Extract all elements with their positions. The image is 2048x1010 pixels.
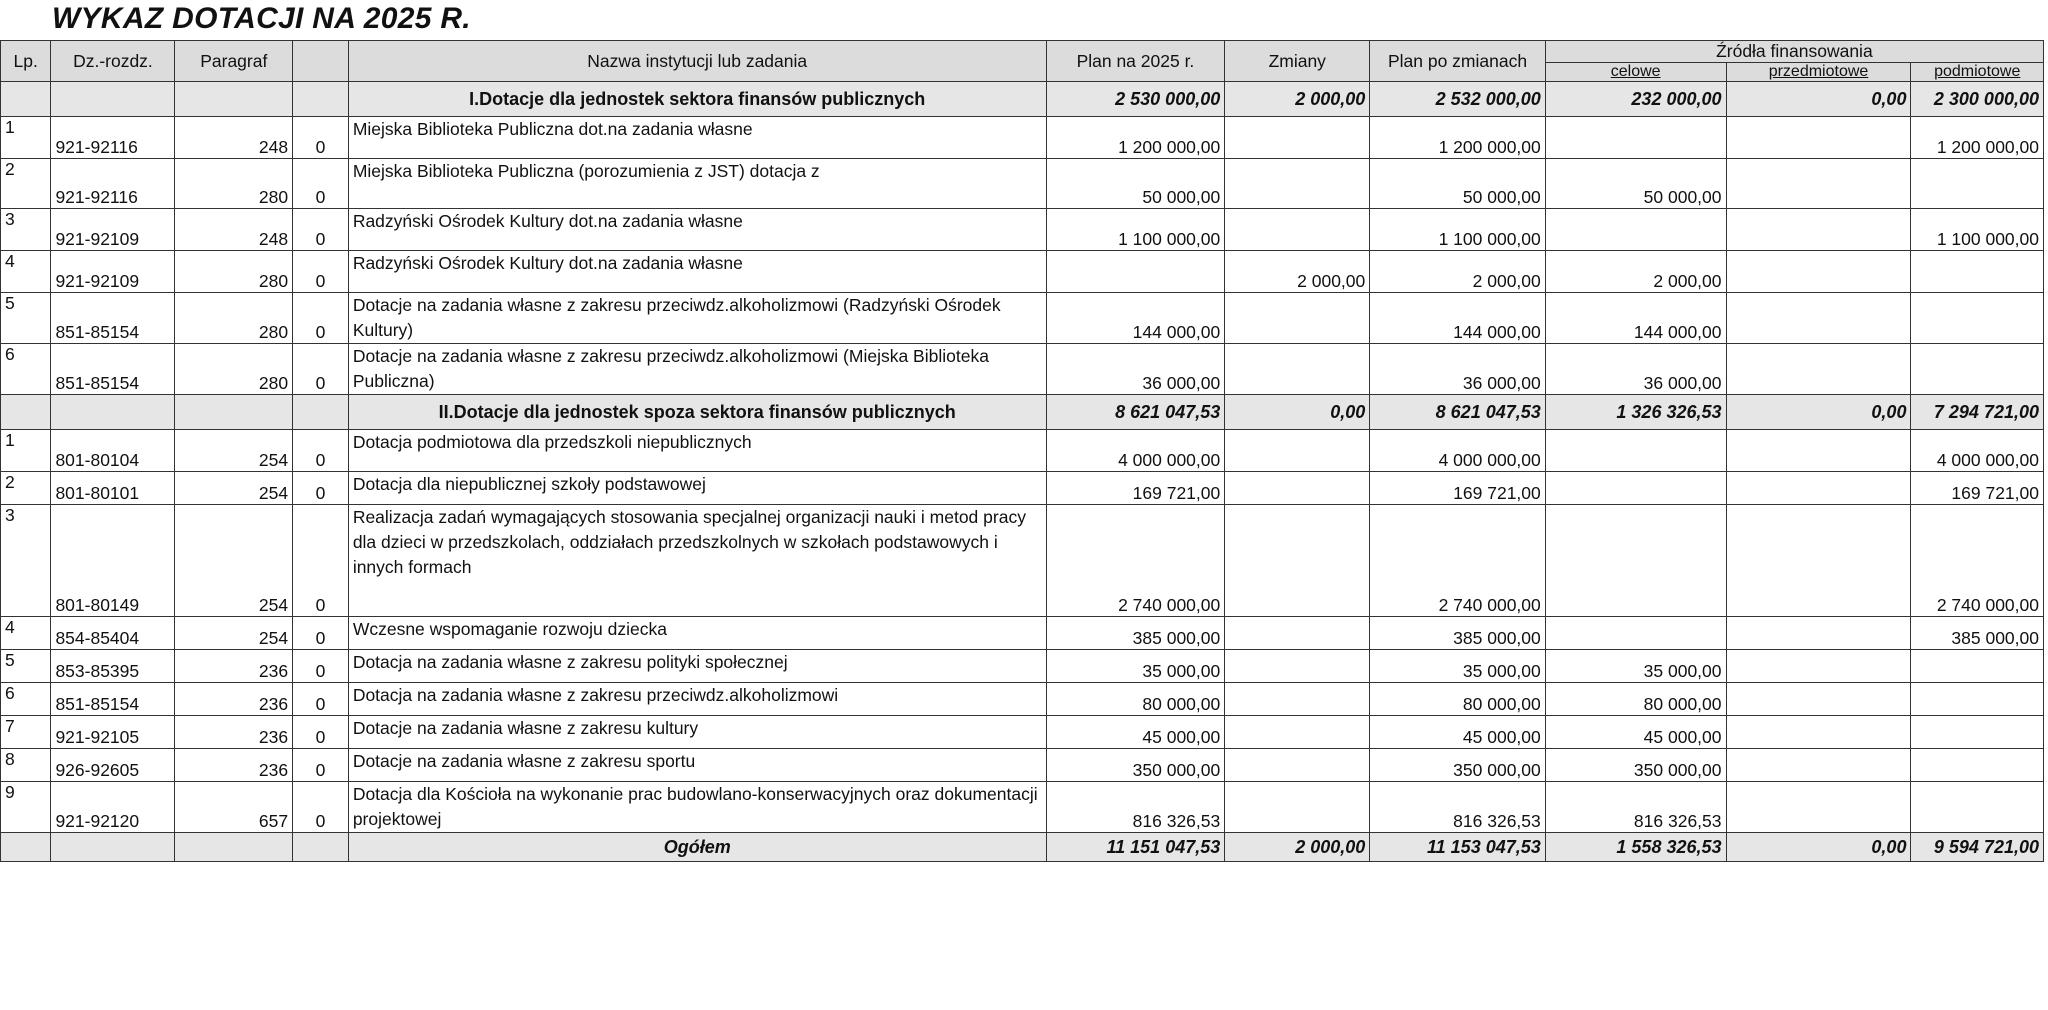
row-indicator: 0 bbox=[293, 749, 349, 782]
section1-title: I.Dotacje dla jednostek sektora finansów publicznych bbox=[348, 82, 1046, 117]
row-indicator: 0 bbox=[293, 782, 349, 833]
row-przedmiotowe bbox=[1726, 159, 1911, 209]
row-podmiotowe bbox=[1911, 749, 2044, 782]
row-przedmiotowe bbox=[1726, 430, 1911, 472]
row-podmiotowe: 4 000 000,00 bbox=[1911, 430, 2044, 472]
table-row bbox=[1, 782, 2044, 833]
row-zmiany bbox=[1225, 117, 1370, 159]
row-celowe: 45 000,00 bbox=[1545, 716, 1726, 749]
row-plan: 45 000,00 bbox=[1046, 716, 1225, 749]
row-po: 50 000,00 bbox=[1370, 159, 1546, 209]
total-blank-cell bbox=[175, 833, 293, 862]
row-podmiotowe bbox=[1911, 782, 2044, 833]
row-lp: 1 bbox=[1, 430, 51, 472]
total-title: Ogółem bbox=[348, 833, 1046, 862]
row-lp: 5 bbox=[1, 650, 51, 683]
section2-blank-cell bbox=[175, 395, 293, 430]
total-po: 11 153 047,53 bbox=[1370, 833, 1546, 862]
row-plan: 350 000,00 bbox=[1046, 749, 1225, 782]
row-zmiany bbox=[1225, 209, 1370, 251]
table-row bbox=[1, 716, 2044, 749]
total-row bbox=[1, 833, 2044, 862]
header-przedmiotowe: przedmiotowe bbox=[1726, 63, 1911, 82]
header-dz: Dz.-rozdz. bbox=[51, 41, 175, 82]
section1-przedmiotowe: 0,00 bbox=[1726, 82, 1911, 117]
row-przedmiotowe bbox=[1726, 251, 1911, 293]
row-po: 35 000,00 bbox=[1370, 650, 1546, 683]
row-dz-rozdz: 921-92120 bbox=[51, 782, 175, 833]
row-paragraf: 254 bbox=[175, 617, 293, 650]
row-indicator: 0 bbox=[293, 617, 349, 650]
row-celowe bbox=[1545, 117, 1726, 159]
row-po: 350 000,00 bbox=[1370, 749, 1546, 782]
row-po: 80 000,00 bbox=[1370, 683, 1546, 716]
row-podmiotowe bbox=[1911, 716, 2044, 749]
row-plan: 2 740 000,00 bbox=[1046, 505, 1225, 617]
row-zmiany bbox=[1225, 159, 1370, 209]
row-indicator: 0 bbox=[293, 650, 349, 683]
row-celowe: 2 000,00 bbox=[1545, 251, 1726, 293]
row-indicator: 0 bbox=[293, 683, 349, 716]
section1-po: 2 532 000,00 bbox=[1370, 82, 1546, 117]
section2-podmiotowe: 7 294 721,00 bbox=[1911, 395, 2044, 430]
row-lp: 2 bbox=[1, 472, 51, 505]
row-dz-rozdz: 926-92605 bbox=[51, 749, 175, 782]
row-plan: 144 000,00 bbox=[1046, 293, 1225, 344]
row-plan: 50 000,00 bbox=[1046, 159, 1225, 209]
row-lp: 6 bbox=[1, 683, 51, 716]
row-name: Dotacje na zadania własne z zakresu przeciwdz.alkoholizmowi (Miejska Biblioteka Publiczna) bbox=[348, 344, 1046, 395]
row-indicator: 0 bbox=[293, 117, 349, 159]
row-celowe bbox=[1545, 472, 1726, 505]
section2-zmiany: 0,00 bbox=[1225, 395, 1370, 430]
row-przedmiotowe bbox=[1726, 617, 1911, 650]
row-name: Dotacja na zadania własne z zakresu przeciwdz.alkoholizmowi bbox=[348, 683, 1046, 716]
section2-po: 8 621 047,53 bbox=[1370, 395, 1546, 430]
row-dz-rozdz: 921-92105 bbox=[51, 716, 175, 749]
row-po: 36 000,00 bbox=[1370, 344, 1546, 395]
row-plan: 385 000,00 bbox=[1046, 617, 1225, 650]
page-title: WYKAZ DOTACJI NA 2025 R. bbox=[52, 2, 471, 35]
table-row bbox=[1, 159, 2044, 209]
row-plan: 816 326,53 bbox=[1046, 782, 1225, 833]
row-celowe: 816 326,53 bbox=[1545, 782, 1726, 833]
row-celowe bbox=[1545, 617, 1726, 650]
row-podmiotowe bbox=[1911, 251, 2044, 293]
row-przedmiotowe bbox=[1726, 683, 1911, 716]
section2-row bbox=[1, 395, 2044, 430]
header-plan: Plan na 2025 r. bbox=[1046, 41, 1225, 82]
row-przedmiotowe bbox=[1726, 650, 1911, 683]
row-zmiany bbox=[1225, 617, 1370, 650]
row-paragraf: 236 bbox=[175, 749, 293, 782]
row-paragraf: 280 bbox=[175, 293, 293, 344]
row-paragraf: 657 bbox=[175, 782, 293, 833]
row-paragraf: 280 bbox=[175, 344, 293, 395]
header-row bbox=[1, 41, 2044, 63]
section1-celowe: 232 000,00 bbox=[1545, 82, 1726, 117]
row-dz-rozdz: 851-85154 bbox=[51, 683, 175, 716]
row-dz-rozdz: 801-80149 bbox=[51, 505, 175, 617]
row-plan: 4 000 000,00 bbox=[1046, 430, 1225, 472]
row-name: Dotacje na zadania własne z zakresu sportu bbox=[348, 749, 1046, 782]
row-plan: 80 000,00 bbox=[1046, 683, 1225, 716]
row-przedmiotowe bbox=[1726, 749, 1911, 782]
row-plan: 36 000,00 bbox=[1046, 344, 1225, 395]
row-name: Dotacja dla Kościoła na wykonanie prac budowlano-konserwacyjnych oraz dokumentacji projektowej bbox=[348, 782, 1046, 833]
total-plan: 11 151 047,53 bbox=[1046, 833, 1225, 862]
table-row bbox=[1, 117, 2044, 159]
row-dz-rozdz: 921-92116 bbox=[51, 117, 175, 159]
row-zmiany bbox=[1225, 293, 1370, 344]
row-celowe: 50 000,00 bbox=[1545, 159, 1726, 209]
table-row bbox=[1, 209, 2044, 251]
row-podmiotowe bbox=[1911, 650, 2044, 683]
row-lp: 5 bbox=[1, 293, 51, 344]
row-dz-rozdz: 854-85404 bbox=[51, 617, 175, 650]
row-name: Wczesne wspomaganie rozwoju dziecka bbox=[348, 617, 1046, 650]
row-podmiotowe bbox=[1911, 683, 2044, 716]
row-paragraf: 254 bbox=[175, 505, 293, 617]
row-po: 2 740 000,00 bbox=[1370, 505, 1546, 617]
section2-plan: 8 621 047,53 bbox=[1046, 395, 1225, 430]
row-po: 816 326,53 bbox=[1370, 782, 1546, 833]
row-zmiany bbox=[1225, 782, 1370, 833]
row-lp: 8 bbox=[1, 749, 51, 782]
section1-plan: 2 530 000,00 bbox=[1046, 82, 1225, 117]
row-zmiany bbox=[1225, 505, 1370, 617]
row-zmiany bbox=[1225, 749, 1370, 782]
section1-zmiany: 2 000,00 bbox=[1225, 82, 1370, 117]
row-celowe bbox=[1545, 209, 1726, 251]
row-celowe: 80 000,00 bbox=[1545, 683, 1726, 716]
row-indicator: 0 bbox=[293, 472, 349, 505]
row-lp: 6 bbox=[1, 344, 51, 395]
row-zmiany bbox=[1225, 344, 1370, 395]
row-lp: 7 bbox=[1, 716, 51, 749]
row-plan: 169 721,00 bbox=[1046, 472, 1225, 505]
row-paragraf: 248 bbox=[175, 209, 293, 251]
row-zmiany bbox=[1225, 650, 1370, 683]
row-indicator: 0 bbox=[293, 505, 349, 617]
row-przedmiotowe bbox=[1726, 716, 1911, 749]
row-celowe: 144 000,00 bbox=[1545, 293, 1726, 344]
header-po: Plan po zmianach bbox=[1370, 41, 1546, 82]
row-paragraf: 280 bbox=[175, 251, 293, 293]
table-row bbox=[1, 430, 2044, 472]
row-name: Radzyński Ośrodek Kultury dot.na zadania własne bbox=[348, 251, 1046, 293]
row-name: Miejska Biblioteka Publiczna dot.na zadania własne bbox=[348, 117, 1046, 159]
row-name: Dotacje na zadania własne z zakresu kultury bbox=[348, 716, 1046, 749]
table-body bbox=[1, 41, 2044, 862]
table-row bbox=[1, 749, 2044, 782]
header-nazwa: Nazwa instytucji lub zadania bbox=[348, 41, 1046, 82]
total-blank-cell bbox=[1, 833, 51, 862]
section1-row bbox=[1, 82, 2044, 117]
table-row bbox=[1, 344, 2044, 395]
table-row bbox=[1, 683, 2044, 716]
row-plan: 35 000,00 bbox=[1046, 650, 1225, 683]
row-indicator: 0 bbox=[293, 293, 349, 344]
row-po: 1 200 000,00 bbox=[1370, 117, 1546, 159]
header-zmiany: Zmiany bbox=[1225, 41, 1370, 82]
row-indicator: 0 bbox=[293, 209, 349, 251]
header-paragraf: Paragraf bbox=[175, 41, 293, 82]
row-paragraf: 280 bbox=[175, 159, 293, 209]
row-dz-rozdz: 851-85154 bbox=[51, 344, 175, 395]
total-blank-cell bbox=[293, 833, 349, 862]
row-paragraf: 254 bbox=[175, 472, 293, 505]
section1-podmiotowe: 2 300 000,00 bbox=[1911, 82, 2044, 117]
row-paragraf: 254 bbox=[175, 430, 293, 472]
row-indicator: 0 bbox=[293, 159, 349, 209]
row-podmiotowe: 2 740 000,00 bbox=[1911, 505, 2044, 617]
row-name: Dotacja na zadania własne z zakresu polityki społecznej bbox=[348, 650, 1046, 683]
row-lp: 2 bbox=[1, 159, 51, 209]
row-zmiany bbox=[1225, 716, 1370, 749]
table-row bbox=[1, 505, 2044, 617]
row-przedmiotowe bbox=[1726, 472, 1911, 505]
section2-blank-cell bbox=[51, 395, 175, 430]
row-po: 45 000,00 bbox=[1370, 716, 1546, 749]
row-podmiotowe bbox=[1911, 344, 2044, 395]
header-blank bbox=[293, 41, 349, 82]
table-row bbox=[1, 617, 2044, 650]
row-po: 144 000,00 bbox=[1370, 293, 1546, 344]
row-dz-rozdz: 921-92109 bbox=[51, 251, 175, 293]
row-po: 2 000,00 bbox=[1370, 251, 1546, 293]
row-lp: 9 bbox=[1, 782, 51, 833]
row-paragraf: 248 bbox=[175, 117, 293, 159]
table-row bbox=[1, 293, 2044, 344]
total-blank-cell bbox=[51, 833, 175, 862]
row-podmiotowe: 1 200 000,00 bbox=[1911, 117, 2044, 159]
row-name: Realizacja zadań wymagających stosowania specjalnej organizacji nauki i metod pracy dla dzieci w przedszkolach, oddziałach przedszkolnych w szkołach podstawowych i innych formach bbox=[348, 505, 1046, 617]
row-plan: 1 200 000,00 bbox=[1046, 117, 1225, 159]
row-celowe: 36 000,00 bbox=[1545, 344, 1726, 395]
section1-blank-cell bbox=[175, 82, 293, 117]
header-lp: Lp. bbox=[1, 41, 51, 82]
section2-przedmiotowe: 0,00 bbox=[1726, 395, 1911, 430]
row-lp: 1 bbox=[1, 117, 51, 159]
header-podmiotowe: podmiotowe bbox=[1911, 63, 2044, 82]
row-name: Radzyński Ośrodek Kultury dot.na zadania własne bbox=[348, 209, 1046, 251]
section2-blank-cell bbox=[1, 395, 51, 430]
row-dz-rozdz: 801-80104 bbox=[51, 430, 175, 472]
row-dz-rozdz: 921-92109 bbox=[51, 209, 175, 251]
row-name: Dotacje na zadania własne z zakresu przeciwdz.alkoholizmowi (Radzyński Ośrodek Kultury) bbox=[348, 293, 1046, 344]
row-zmiany bbox=[1225, 430, 1370, 472]
row-plan bbox=[1046, 251, 1225, 293]
header-zrodla: Źródła finansowania bbox=[1545, 41, 2043, 63]
section2-title: II.Dotacje dla jednostek spoza sektora finansów publicznych bbox=[348, 395, 1046, 430]
row-indicator: 0 bbox=[293, 344, 349, 395]
row-podmiotowe: 385 000,00 bbox=[1911, 617, 2044, 650]
row-podmiotowe bbox=[1911, 293, 2044, 344]
section1-blank-cell bbox=[1, 82, 51, 117]
section2-celowe: 1 326 326,53 bbox=[1545, 395, 1726, 430]
row-zmiany: 2 000,00 bbox=[1225, 251, 1370, 293]
row-lp: 3 bbox=[1, 505, 51, 617]
row-podmiotowe: 1 100 000,00 bbox=[1911, 209, 2044, 251]
row-lp: 4 bbox=[1, 251, 51, 293]
row-lp: 3 bbox=[1, 209, 51, 251]
row-dz-rozdz: 851-85154 bbox=[51, 293, 175, 344]
row-po: 4 000 000,00 bbox=[1370, 430, 1546, 472]
total-przedmiotowe: 0,00 bbox=[1726, 833, 1911, 862]
row-po: 1 100 000,00 bbox=[1370, 209, 1546, 251]
row-po: 385 000,00 bbox=[1370, 617, 1546, 650]
row-zmiany bbox=[1225, 683, 1370, 716]
row-lp: 4 bbox=[1, 617, 51, 650]
row-podmiotowe bbox=[1911, 159, 2044, 209]
total-zmiany: 2 000,00 bbox=[1225, 833, 1370, 862]
row-paragraf: 236 bbox=[175, 650, 293, 683]
table-row bbox=[1, 472, 2044, 505]
row-celowe: 35 000,00 bbox=[1545, 650, 1726, 683]
header-celowe: celowe bbox=[1545, 63, 1726, 82]
row-przedmiotowe bbox=[1726, 117, 1911, 159]
row-przedmiotowe bbox=[1726, 293, 1911, 344]
total-podmiotowe: 9 594 721,00 bbox=[1911, 833, 2044, 862]
row-dz-rozdz: 921-92116 bbox=[51, 159, 175, 209]
row-dz-rozdz: 853-85395 bbox=[51, 650, 175, 683]
row-dz-rozdz: 801-80101 bbox=[51, 472, 175, 505]
grants-table bbox=[0, 40, 2044, 862]
table-row bbox=[1, 650, 2044, 683]
row-zmiany bbox=[1225, 472, 1370, 505]
section1-blank-cell bbox=[293, 82, 349, 117]
row-przedmiotowe bbox=[1726, 505, 1911, 617]
row-celowe: 350 000,00 bbox=[1545, 749, 1726, 782]
row-przedmiotowe bbox=[1726, 344, 1911, 395]
row-indicator: 0 bbox=[293, 716, 349, 749]
row-name: Miejska Biblioteka Publiczna (porozumienia z JST) dotacja z bbox=[348, 159, 1046, 209]
row-indicator: 0 bbox=[293, 430, 349, 472]
row-celowe bbox=[1545, 505, 1726, 617]
row-name: Dotacja dla niepublicznej szkoły podstawowej bbox=[348, 472, 1046, 505]
row-name: Dotacja podmiotowa dla przedszkoli niepublicznych bbox=[348, 430, 1046, 472]
row-przedmiotowe bbox=[1726, 209, 1911, 251]
section2-blank-cell bbox=[293, 395, 349, 430]
table-row bbox=[1, 251, 2044, 293]
row-paragraf: 236 bbox=[175, 716, 293, 749]
row-indicator: 0 bbox=[293, 251, 349, 293]
section1-blank-cell bbox=[51, 82, 175, 117]
row-podmiotowe: 169 721,00 bbox=[1911, 472, 2044, 505]
row-przedmiotowe bbox=[1726, 782, 1911, 833]
row-paragraf: 236 bbox=[175, 683, 293, 716]
row-plan: 1 100 000,00 bbox=[1046, 209, 1225, 251]
row-po: 169 721,00 bbox=[1370, 472, 1546, 505]
row-celowe bbox=[1545, 430, 1726, 472]
total-celowe: 1 558 326,53 bbox=[1545, 833, 1726, 862]
